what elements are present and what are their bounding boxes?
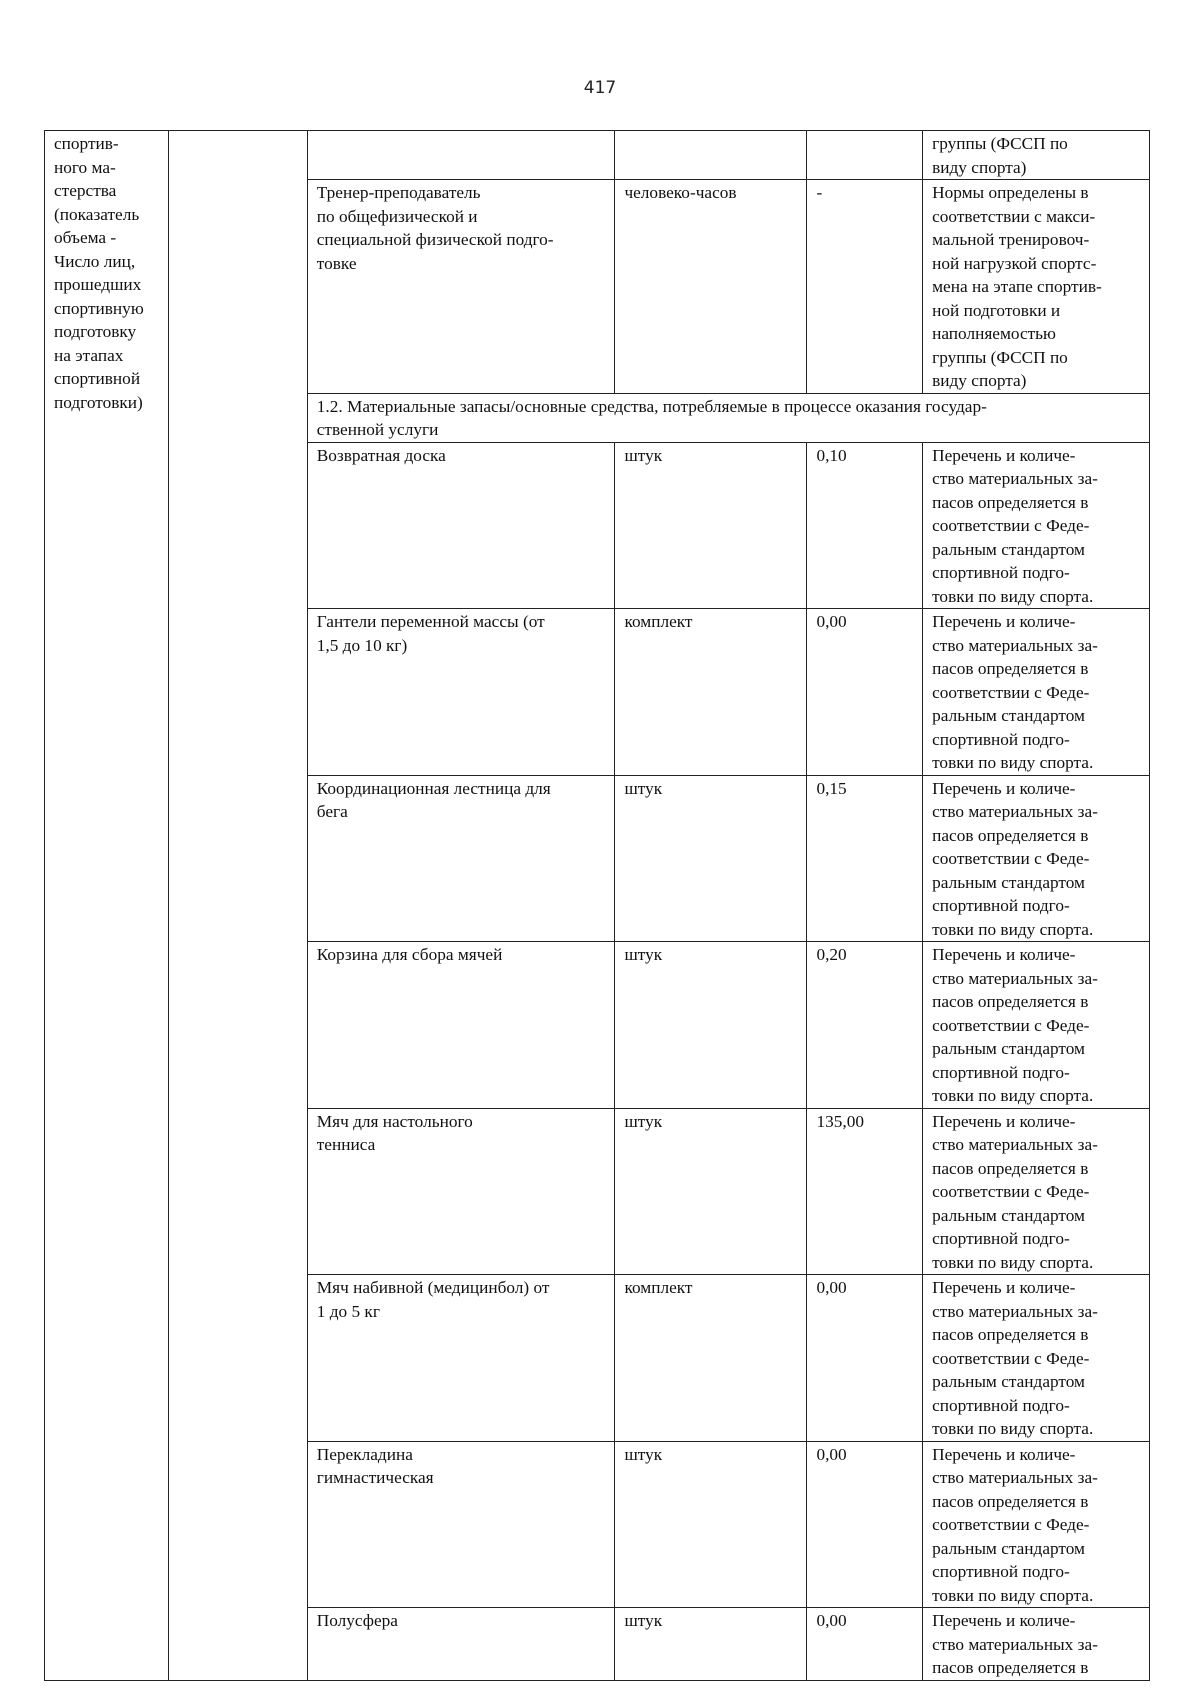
- note-cell: группы (ФССП по виду спорта): [923, 131, 1150, 180]
- note-cell: Перечень и количе- ство материальных за- пасов определяется в соответствии с Феде- ральным стандартом спортивной подго- товки по виду спорта.: [923, 442, 1150, 609]
- note-cell: Перечень и количе- ство материальных за- пасов определяется в соответствии с Феде- ральным стандартом спортивной подго- товки по виду спорта.: [923, 775, 1150, 942]
- empty-cell: [807, 131, 923, 180]
- norm-value-cell: -: [807, 180, 923, 394]
- norm-value-cell: 0,10: [807, 442, 923, 609]
- material-name-cell: Гантели переменной массы (от 1,5 до 10 кг): [307, 609, 615, 776]
- unit-cell: штук: [615, 442, 807, 609]
- material-name-cell: Корзина для сбора мячей: [307, 942, 615, 1109]
- material-name-cell: Перекладина гимнастическая: [307, 1441, 615, 1608]
- material-name-cell: Мяч для настольного тенниса: [307, 1108, 615, 1275]
- table-row: [45, 131, 1150, 180]
- material-name-cell: Полусфера: [307, 1608, 615, 1681]
- note-cell: Перечень и количе- ство материальных за- пасов определяется в соответствии с Феде- ральным стандартом спортивной подго- товки по виду спорта.: [923, 942, 1150, 1109]
- material-name-cell: Возвратная доска: [307, 442, 615, 609]
- unit-cell: комплект: [615, 609, 807, 776]
- section-heading: 1.2. Материальные запасы/основные средства, потребляемые в процессе оказания государ- ственной услуги: [307, 393, 1149, 442]
- unit-cell: комплект: [615, 1275, 807, 1442]
- empty-cell: [615, 131, 807, 180]
- unit-cell: штук: [615, 775, 807, 942]
- norm-value-cell: 0,00: [807, 1608, 923, 1681]
- material-name-cell: Мяч набивной (медицинбол) от 1 до 5 кг: [307, 1275, 615, 1442]
- page-number: 417: [583, 78, 617, 98]
- unit-cell: штук: [615, 942, 807, 1109]
- norms-table: [44, 130, 1150, 1681]
- note-cell: Перечень и количе- ство материальных за- пасов определяется в соответствии с Феде- ральным стандартом спортивной подго- товки по виду спорта.: [923, 1108, 1150, 1275]
- norm-value-cell: 0,00: [807, 609, 923, 776]
- unit-cell: штук: [615, 1108, 807, 1275]
- note-cell: Перечень и количе- ство материальных за- пасов определяется в: [923, 1608, 1150, 1681]
- empty-cell: [307, 131, 615, 180]
- note-cell: Перечень и количе- ство материальных за- пасов определяется в соответствии с Феде- ральным стандартом спортивной подго- товки по виду спорта.: [923, 1441, 1150, 1608]
- service-description-cell: спортив- ного ма- стерства (показатель объема - Число лиц, прошедших спортивную подготовку на этапах спортивной подготовки): [45, 131, 169, 1681]
- resource-name-cell: Тренер-преподаватель по общефизической и специальной физической подго- товке: [307, 180, 615, 394]
- norm-value-cell: 135,00: [807, 1108, 923, 1275]
- note-cell: Нормы определены в соответствии с макси- мальной тренировоч- ной нагрузкой спортс- мена на этапе спортив- ной подготовки и наполняемостью группы (ФССП по виду спорта): [923, 180, 1150, 394]
- note-cell: Перечень и количе- ство материальных за- пасов определяется в соответствии с Феде- ральным стандартом спортивной подго- товки по виду спорта.: [923, 1275, 1150, 1442]
- material-name-cell: Координационная лестница для бега: [307, 775, 615, 942]
- norm-value-cell: 0,20: [807, 942, 923, 1109]
- note-cell: Перечень и количе- ство материальных за- пасов определяется в соответствии с Феде- ральным стандартом спортивной подго- товки по виду спорта.: [923, 609, 1150, 776]
- unit-cell: человеко-часов: [615, 180, 807, 394]
- empty-cell: [168, 131, 307, 1681]
- norm-value-cell: 0,00: [807, 1441, 923, 1608]
- unit-cell: штук: [615, 1441, 807, 1608]
- norm-value-cell: 0,15: [807, 775, 923, 942]
- unit-cell: штук: [615, 1608, 807, 1681]
- norm-value-cell: 0,00: [807, 1275, 923, 1442]
